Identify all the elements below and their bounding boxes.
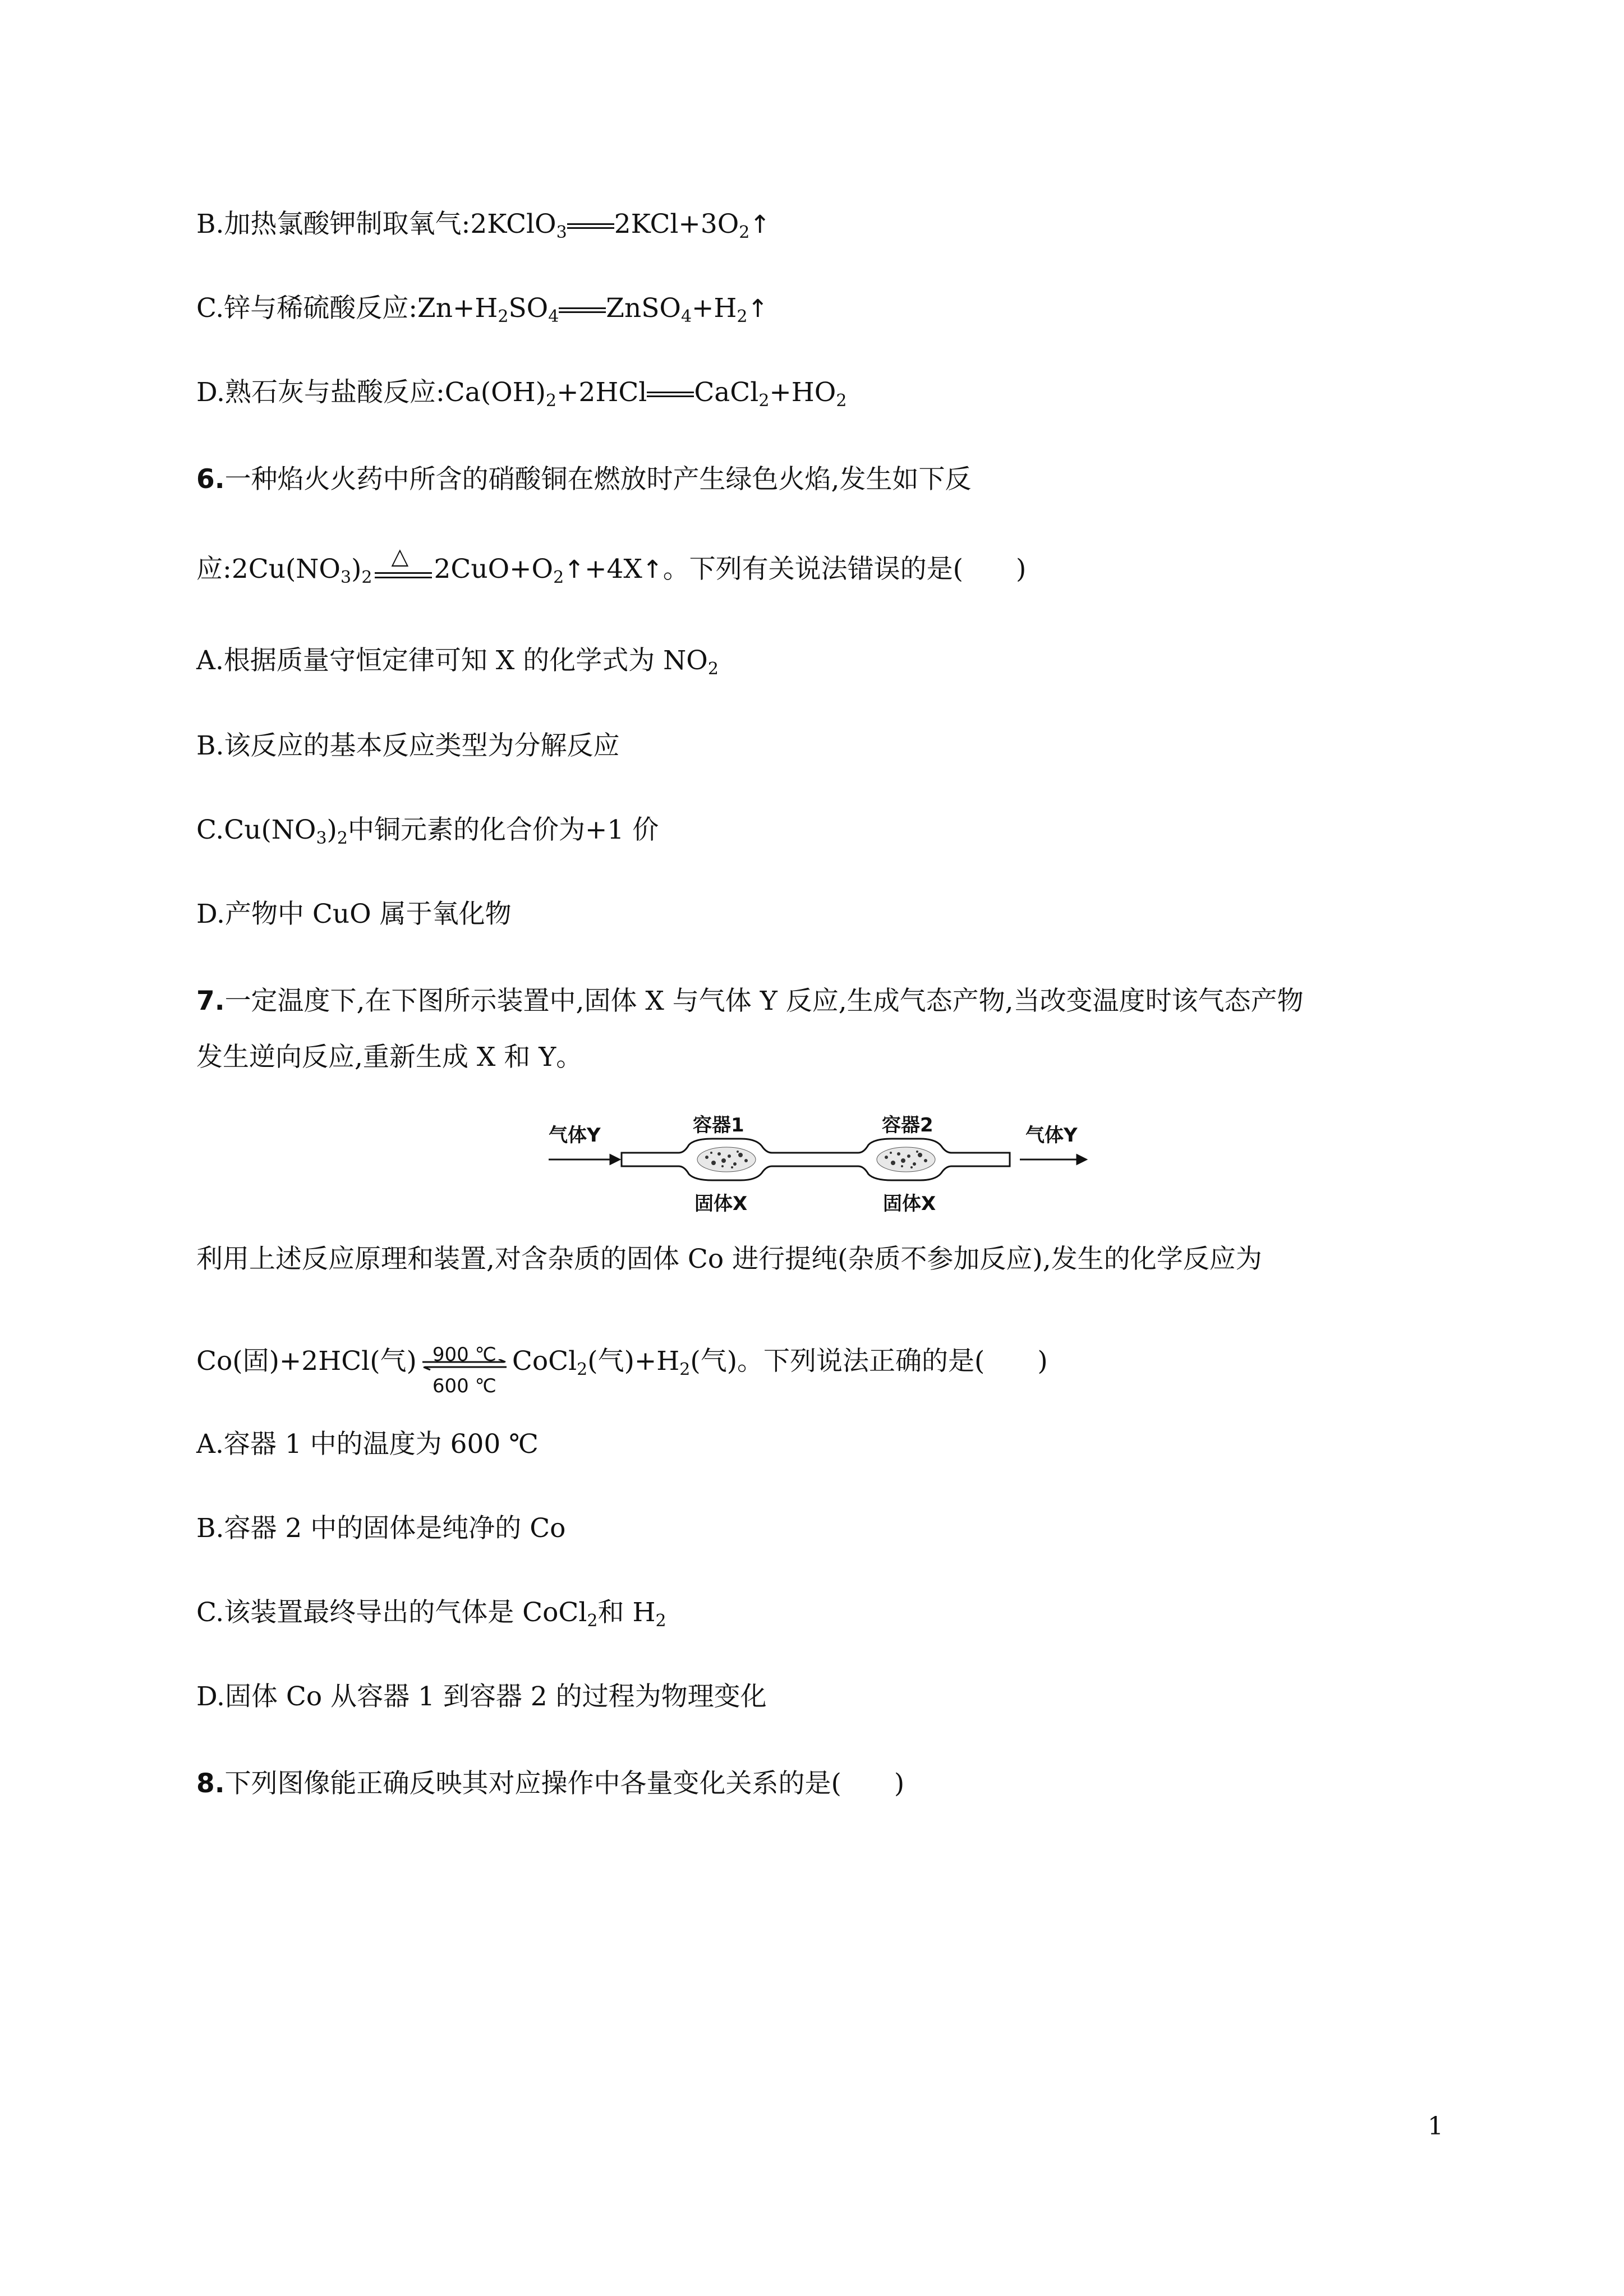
q6-option-b: B.该反应的基本反应类型为分解反应 — [196, 730, 620, 761]
equals-sign — [567, 222, 614, 230]
page-number: 1 — [1428, 2112, 1443, 2141]
q7-stem-line1: 7.一定温度下,在下图所示装置中,固体 X 与气体 Y 反应,生成气态产物,当改变温度时该气态产物 — [196, 986, 1304, 1016]
q7-option-c: C.该装置最终导出的气体是 CoCl$_2$和 $H_2$ — [196, 1597, 666, 1631]
container2-label: 容器2 — [882, 1114, 933, 1137]
gas-arrow-icon: ↑ — [564, 555, 585, 584]
container1-label: 容器1 — [693, 1114, 744, 1137]
question-number: 7. — [196, 986, 225, 1016]
q7-option-b: B.容器 2 中的固体是纯净的 Co — [196, 1513, 566, 1544]
outlet-arrow-head-icon — [1077, 1155, 1086, 1164]
solid-particles — [697, 1147, 935, 1172]
gas-out-label: 气体Y — [1025, 1124, 1078, 1147]
question-number: 6. — [196, 464, 225, 495]
gas-in-label: 气体Y — [549, 1124, 601, 1147]
q5-option-b: B.加热氯酸钾制取氧气:2KClO$_3$ $2KCl+3O_2↑$ — [196, 209, 771, 242]
heat-triangle-icon: △ — [391, 544, 409, 569]
q7-stem-line3: 利用上述反应原理和装置,对含杂质的固体 Co 进行提纯(杂质不参加反应),发生的化学反应为 — [196, 1244, 1262, 1274]
q7-option-d: D.固体 Co 从容器 1 到容器 2 的过程为物理变化 — [196, 1681, 767, 1712]
q5-option-c: C.锌与稀硫酸反应$:Zn+H_2SO_4$ $ZnSO_4+H_2↑$ — [196, 293, 769, 326]
q6-stem-line1: 6.一种焰火火药中所含的硝酸铜在燃放时产生绿色火焰,发生如下反 — [196, 464, 972, 495]
inlet-arrow-head-icon — [610, 1155, 619, 1164]
q5-option-d: D.熟石灰与盐酸反应$:Ca(OH)_2+2HCl$ $CaCl_2+HO_2$ — [196, 377, 847, 411]
q7-equation: Co(固)+2HCl(气) 900 ℃ 600 ℃ CoCl$_2$(气)$+H_2$(气)。下列说法正确的是( ) — [196, 1338, 1048, 1388]
solid1-label: 固体X — [694, 1193, 748, 1215]
gas-arrow-icon: ↑ — [642, 555, 663, 584]
q8-stem: 8.下列图像能正确反映其对应操作中各量变化关系的是( ) — [196, 1768, 905, 1799]
question-number: 8. — [196, 1768, 225, 1799]
gas-arrow-icon: ↑ — [747, 295, 769, 323]
q6-option-c: $C.Cu(NO_3)_2$中铜元素的化合价为+1 价 — [196, 815, 659, 848]
q7-stem-line2: 发生逆向反应,重新生成 X 和 Y。 — [196, 1042, 583, 1073]
q7-option-a: A.容器 1 中的温度为 600 ℃ — [196, 1429, 539, 1460]
q6-stem-line2: 应$:2Cu(NO_3)_2$ △ $2CuO+O_2↑+4X↑$。下列有关说法错误的是( ) — [196, 553, 1026, 587]
heating-equals-sign — [372, 544, 434, 582]
gas-arrow-icon: ↑ — [749, 210, 771, 239]
q6-option-d: D.产物中 CuO 属于氧化物 — [196, 899, 512, 930]
glass-tube — [622, 1139, 1010, 1180]
apparatus-diagram — [544, 1114, 1094, 1220]
reversible-arrow: 900 ℃ 600 ℃ — [417, 1338, 512, 1388]
solid2-label: 固体X — [883, 1193, 936, 1215]
equals-sign — [647, 390, 694, 398]
equals-sign — [559, 306, 606, 314]
q6-option-a: A.根据质量守恒定律可知 X 的化学式为 $NO_2$ — [196, 645, 719, 679]
